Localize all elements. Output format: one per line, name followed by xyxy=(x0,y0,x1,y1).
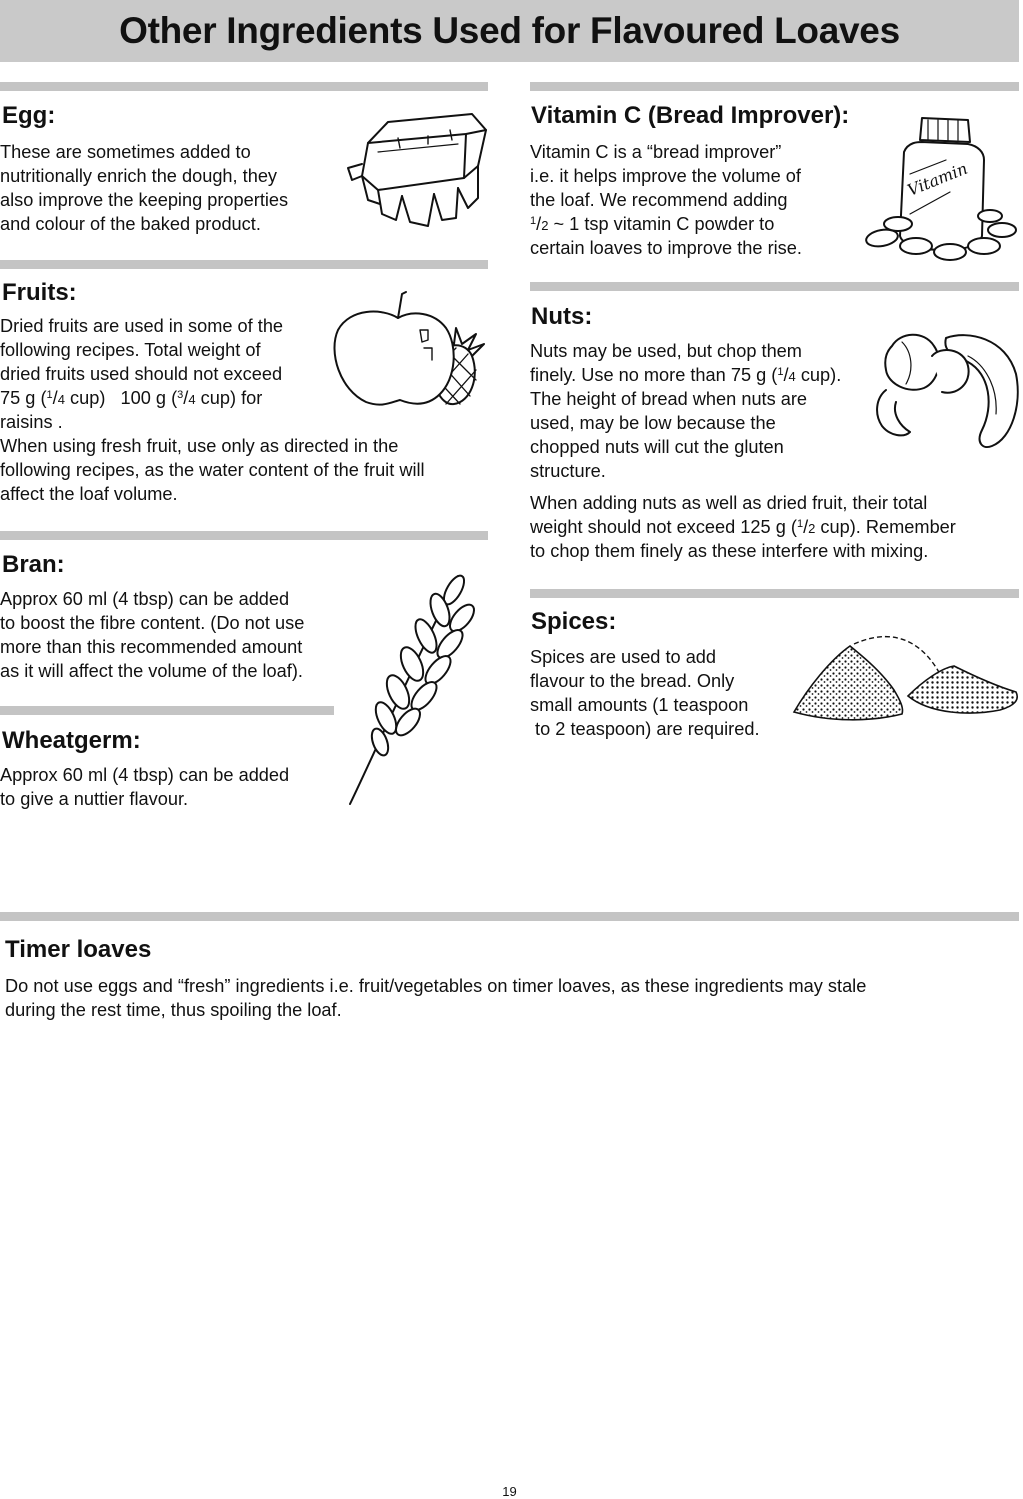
text-line: certain loaves to improve the rise. xyxy=(530,238,802,258)
section-rule xyxy=(0,82,488,91)
text-run: finely. Use no more than 75 g ( xyxy=(530,365,778,385)
fraction-num: 3 xyxy=(177,389,184,401)
text-line: Approx 60 ml (4 tbsp) can be added xyxy=(0,765,290,785)
text-line: following recipes. Total weight of xyxy=(0,340,261,360)
text-line: the loaf. We recommend adding xyxy=(530,190,788,210)
text-line: flavour to the bread. Only xyxy=(530,671,735,691)
spice-piles-icon xyxy=(790,630,1022,726)
fraction-slash: / xyxy=(183,388,189,408)
section-rule xyxy=(530,82,1019,91)
text-run: cup) 100 g ( xyxy=(64,388,178,408)
text-line: raisins . xyxy=(0,412,63,432)
fraction-num: 1 xyxy=(796,518,804,530)
text-line: structure. xyxy=(530,461,606,481)
timer-heading: Timer loaves xyxy=(5,936,152,963)
fraction-num: 1 xyxy=(530,215,537,227)
text-line: When using fresh fruit, use only as directed in the xyxy=(0,436,399,456)
nuts-heading: Nuts: xyxy=(531,303,593,330)
fraction-slash: / xyxy=(52,388,58,408)
vitamin-heading: Vitamin C (Bread Improver): xyxy=(531,102,850,129)
page-title: Other Ingredients Used for Flavoured Loaves xyxy=(119,10,900,51)
text-line: When adding nuts as well as dried fruit, their total xyxy=(530,493,928,513)
text-run: ~ 1 tsp vitamin C powder to xyxy=(548,214,775,234)
egg-heading: Egg: xyxy=(2,102,56,129)
text-line: i.e. it helps improve the volume of xyxy=(530,166,801,186)
text-line: to boost the fibre content. (Do not use xyxy=(0,613,305,633)
fraction-den: 4 xyxy=(788,369,796,384)
text-line: dried fruits used should not exceed xyxy=(0,364,283,384)
text-line: nutritionally enrich the dough, they xyxy=(0,166,278,186)
wheat-ear-icon xyxy=(346,570,476,808)
vitamin-text xyxy=(530,140,802,260)
section-rule xyxy=(0,912,1019,921)
fraction-den: 4 xyxy=(188,392,196,407)
fraction-slash: / xyxy=(803,517,809,537)
text-line: as it will affect the volume of the loaf). xyxy=(0,661,303,681)
text-line: more than this recommended amount xyxy=(0,637,303,657)
text-run: cup). xyxy=(795,365,842,385)
text-line: Vitamin C is a “bread improver” xyxy=(530,142,782,162)
nuts-text-2 xyxy=(530,491,956,563)
text-line: chopped nuts will cut the gluten xyxy=(530,437,784,457)
text-line: These are sometimes added to xyxy=(0,142,251,162)
fraction-slash: / xyxy=(536,214,542,234)
text-run: cup) for xyxy=(195,388,263,408)
section-rule xyxy=(530,282,1019,291)
section-rule xyxy=(0,260,488,269)
fruits-heading: Fruits: xyxy=(2,279,77,306)
text-line: small amounts (1 teaspoon xyxy=(530,695,749,715)
egg-carton-icon xyxy=(338,108,490,236)
nuts-icon xyxy=(872,326,1020,450)
bran-heading: Bran: xyxy=(2,551,65,578)
wheatgerm-text xyxy=(0,763,289,811)
text-line xyxy=(530,363,841,387)
text-line: affect the loaf volume. xyxy=(0,484,178,504)
text-line: following recipes, as the water content of the fruit will xyxy=(0,460,425,480)
text-line: Do not use eggs and “fresh” ingredients i.e. fruit/vegetables on timer loaves, as these ingredients may stale xyxy=(5,976,867,996)
text-line: Nuts may be used, but chop them xyxy=(530,341,802,361)
egg-text xyxy=(0,140,288,236)
fraction-den: 4 xyxy=(57,392,65,407)
text-line: during the rest time, thus spoiling the loaf. xyxy=(5,1000,342,1020)
section-rule xyxy=(530,589,1019,598)
section-rule xyxy=(0,531,488,540)
text-line: to give a nuttier flavour. xyxy=(0,789,189,809)
text-line xyxy=(530,515,956,539)
page-number: 19 xyxy=(502,1484,517,1499)
title-bar xyxy=(0,0,1019,62)
fraction-den: 2 xyxy=(808,521,816,536)
section-rule xyxy=(0,706,334,715)
text-run: weight should not exceed 125 g ( xyxy=(530,517,797,537)
text-run: 75 g ( xyxy=(0,388,47,408)
jar-label-text: Vitamin xyxy=(904,158,971,200)
text-line: and colour of the baked product. xyxy=(0,214,261,234)
apple-pineapple-icon xyxy=(330,290,490,416)
text-line: to chop them finely as these interfere with mixing. xyxy=(530,541,929,561)
fraction-num: 1 xyxy=(46,389,53,401)
bran-text xyxy=(0,587,304,683)
text-line xyxy=(530,212,802,236)
vitamin-jar-icon xyxy=(864,112,1022,262)
text-line: to 2 teaspoon) are required. xyxy=(530,719,760,739)
fraction-slash: / xyxy=(783,365,789,385)
text-run: cup). Remember xyxy=(815,517,956,537)
nuts-text xyxy=(530,339,841,483)
text-line: Approx 60 ml (4 tbsp) can be added xyxy=(0,589,290,609)
spices-text xyxy=(530,645,760,741)
timer-text xyxy=(5,974,866,1022)
text-line: also improve the keeping properties xyxy=(0,190,289,210)
text-line: used, may be low because the xyxy=(530,413,776,433)
text-line: The height of bread when nuts are xyxy=(530,389,808,409)
spices-heading: Spices: xyxy=(531,608,617,635)
fraction-num: 1 xyxy=(777,366,784,378)
fraction-den: 2 xyxy=(541,218,549,233)
wheatgerm-heading: Wheatgerm: xyxy=(2,727,141,754)
text-line: Spices are used to add xyxy=(530,647,717,667)
text-line: Dried fruits are used in some of the xyxy=(0,316,284,336)
